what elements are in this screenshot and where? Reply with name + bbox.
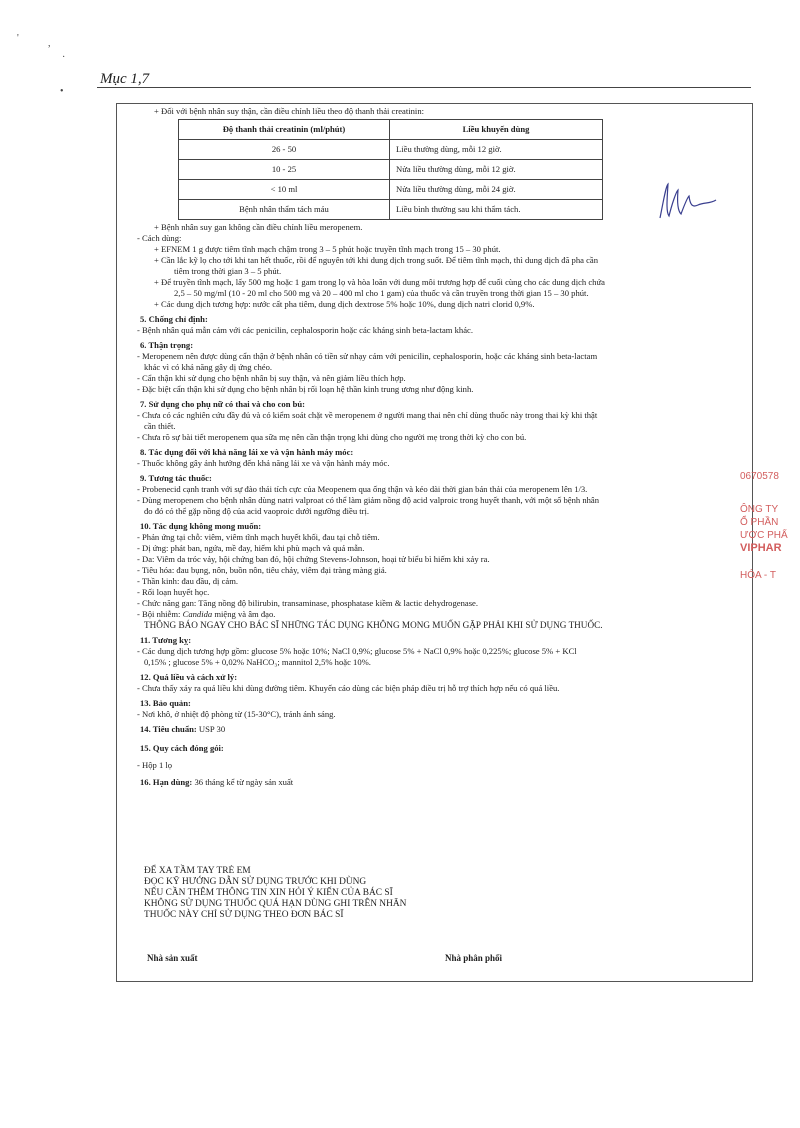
table-cell: Nửa liều thường dùng, mỗi 12 giờ. [390,160,603,180]
section-line: - Rối loạn huyết học. [137,587,210,597]
usage-item: + Cần lắc kỹ lọ cho tới khi tan hết thuốc, rồi để nguyên tới khi dung dịch trong suốt. Để tiêm tĩnh mạch, thì dung dịch đã pha cần [154,255,599,265]
table-row [179,200,603,220]
table-cell: Nửa liều thường dùng, mỗi 24 giờ. [390,180,603,200]
usage-heading: - Cách dùng: [137,233,182,243]
scan-mark: • [60,86,64,97]
table-cell: Liều bình thường sau khi thẩm tách. [390,200,603,220]
section-line: - Bệnh nhân quá mẫn cảm với các penicilin, cephalosporin hoặc các kháng sinh beta-lactam khác. [137,325,473,335]
section-line: - Dị ứng: phát ban, ngứa, mề đay, hiếm khi phù mạch và quá mẫn. [137,543,365,553]
stamp-text: HÓA - T [740,570,776,581]
usage-item: + Các dung dịch tương hợp: nước cất pha tiêm, dung dịch dextrose 5% hoặc 10%, dung dịch natri clorid 0,9%. [154,299,535,309]
section-line-cont: đo đó có thể gặp nồng độ của acid vaoproic dưới ngưỡng điều trị. [144,506,370,516]
scan-mark: · [62,52,66,63]
shelf-life-value: 36 tháng kể từ ngày sản xuất [194,777,294,787]
table-cell: Liều thường dùng, mỗi 12 giờ. [390,140,603,160]
section-label: Mục 1,7 [100,71,150,87]
stamp-text: Ổ PHẦN [740,517,779,528]
stamp-text: VIPHAR [740,542,782,554]
warning-line: ĐỌC KỸ HƯỚNG DẪN SỬ DỤNG TRƯỚC KHI DÙNG [144,877,367,887]
standard-value: USP 30 [198,724,226,734]
table-cell: < 10 ml [179,180,390,200]
renal-intro: + Đối với bệnh nhân suy thận, cần điều chỉnh liều theo độ thanh thải creatinin: [154,106,425,116]
table-row [179,160,603,180]
section-line-text: - Bội nhiễm: [137,609,183,619]
section-title [122,724,747,735]
section-title: 12. Quá liều và cách xử lý: [140,672,238,682]
section-line-cont: cần thiết. [144,421,176,431]
section-title: 5. Chống chỉ định: [140,314,208,324]
liver-note: + Bệnh nhân suy gan không cần điều chỉnh liều meropenem. [154,222,363,232]
manufacturer-label: Nhà sản xuất [147,953,198,963]
section-line-cont: khác vì có khả năng gây dị ứng chéo. [144,362,273,372]
section-title: 10. Tác dụng không mong muốn: [140,521,262,531]
section-line: - Chưa thấy xảy ra quá liều khi dùng đường tiêm. Khuyến cáo dùng các biện pháp điều trị hỗ trợ thích hợp nếu có quá liều. [137,683,560,693]
stamp-text: 0670578 [740,471,779,482]
section-line [122,609,747,620]
table-cell: 10 - 25 [179,160,390,180]
warning-line: ĐỂ XA TẦM TAY TRẺ EM [144,866,251,876]
section-line: - Đặc biệt cẩn thận khi sử dụng cho bệnh nhân bị rối loạn hệ thần kinh trung ương như động kinh. [137,384,474,394]
section-line: - Tiêu hóa: đau bụng, nôn, buồn nôn, tiêu chảy, viêm đại tràng màng giả. [137,565,387,575]
warning-line: NẾU CẦN THÊM THÔNG TIN XIN HỎI Ý KIẾN CỦA BÁC SĨ [144,888,393,898]
warning-line: KHÔNG SỬ DỤNG THUỐC QUÁ HẠN DÙNG GHI TRÊN NHÃN [144,899,407,909]
section-line: - Phản ứng tại chỗ: viêm, viêm tĩnh mạch huyết khối, đau tại chỗ tiêm. [137,532,380,542]
table-cell: Bệnh nhân thẩm tách máu [179,200,390,220]
table-header: Độ thanh thải creatinin (ml/phút) [179,120,390,140]
stamp-text: ÔNG TY [740,504,779,515]
section-title: 11. Tương kỵ: [140,635,192,645]
section-line: - Da: Viêm da tróc vảy, hội chứng ban đỏ, hội chứng Stevens-Johnson, hoại tử biểu bì hiếm khi xảy ra. [137,554,490,564]
company-stamp [740,470,800,630]
scan-mark: ' [17,33,19,44]
stamp-text: ƯỢC PHẨ [740,530,788,541]
warning-line: THUỐC NÀY CHỈ SỬ DỤNG THEO ĐƠN BÁC SĨ [144,910,344,920]
scan-mark: , [48,38,51,49]
section-line: - Chưa rõ sự bài tiết meropenem qua sữa mẹ nên cần thận trọng khi dùng cho người mẹ trong thời kỳ cho con bú. [137,432,527,442]
usage-item-cont: tiêm trong thời gian 3 – 5 phút. [174,266,282,276]
section-line: - Nơi khô, ở nhiệt độ phòng từ (15-30°C), tránh ánh sáng. [137,709,336,719]
section-title: 8. Tác dụng đối với khả năng lái xe và vận hành máy móc: [140,447,354,457]
table-header: Liều khuyến dùng [390,120,603,140]
header-rule [97,87,751,88]
usage-item-cont: 2,5 – 50 mg/ml (10 - 20 ml cho 500 mg và 20 – 400 ml cho 1 gam) của thuốc và cần truyền trong thời gian 15 – 30 phút. [174,288,589,298]
adverse-notice: THÔNG BÁO NGAY CHO BÁC SĨ NHỮNG TÁC DỤNG KHÔNG MONG MUỐN GẶP PHẢI KHI SỬ DỤNG THUỐC. [144,620,603,630]
table-row [179,180,603,200]
section-title-text: 14. Tiêu chuẩn: [140,724,197,734]
section-line: - Chức năng gan: Tăng nồng độ bilirubin, transaminase, phosphatase kiềm & lactic dehydrogenase. [137,598,479,608]
section-line: - Cẩn thận khi sử dụng cho bệnh nhân bị suy thận, và nên giảm liều thích hợp. [137,373,406,383]
section-title: 13. Bảo quản: [140,698,191,708]
section-line: - Thuốc không gây ảnh hưởng đến khả năng lái xe và vận hành máy móc. [137,458,390,468]
table-cell: 26 - 50 [179,140,390,160]
warning-block [144,866,406,921]
section-line: - Chưa có các nghiên cứu đầy đủ và có kiểm soát chặt về meropenem ở người mang thai nên chỉ dùng thuốc này trong thai kỳ khi thật [137,410,598,420]
section-title: 7. Sử dụng cho phụ nữ có thai và cho con bú: [140,399,306,409]
table-row [179,140,603,160]
section-line: - Probenecid cạnh tranh với sự đào thải tích cực của Meopenem qua ống thận và kéo dài thời gian bán thải của meropenem lên 1/3. [137,484,588,494]
section-title: 6. Thận trọng: [140,340,194,350]
section-line: - Thần kinh: đau đầu, dị cảm. [137,576,239,586]
section-title: 9. Tương tác thuốc: [140,473,212,483]
distributor-label: Nhà phân phối [445,953,503,963]
section-line-text: miệng và âm đạo. [212,609,276,619]
section-title: 15. Quy cách đóng gói: [140,743,224,753]
handwritten-signature [652,178,722,223]
usage-item: + Để truyền tĩnh mạch, lấy 500 mg hoặc 1 gam trong lọ và hòa loãn với dung môi trương hợp để cuối cùng cho các dung dịch chứa [154,277,605,287]
section-title-text: 16. Hạn dùng: [140,777,193,787]
section-line-text: Candida [182,609,213,619]
dosage-table [178,119,603,220]
section-line: - Dùng meropenem cho bệnh nhân dùng natri valproat có thể làm giảm nồng độ acid valproic trong huyết thanh, với một số bệnh nhân [137,495,600,505]
section-title [122,777,747,788]
section-line: - Các dung dịch tương hợp gồm: glucose 5% hoặc 10%; NaCl 0,9%; glucose 5% + NaCl 0,9% hoặc 0,225%; glucose 5% + KCl [137,646,577,656]
section-line: - Meropenem nên được dùng cẩn thận ở bệnh nhân có tiền sử nhạy cảm với penicilin, cephalosporin, hoặc các kháng sinh beta-lactam [137,351,598,361]
usage-item: + EFNEM 1 g được tiêm tĩnh mạch chậm trong 3 – 5 phút hoặc truyền tĩnh mạch trong 15 – 30 phút. [154,244,501,254]
section-line-cont: 0,15% ; glucose 5% + 0,02% NaHCO₃; mannitol 2,5% hoặc 10%. [144,657,371,667]
section-line: - Hộp 1 lọ [137,760,173,770]
